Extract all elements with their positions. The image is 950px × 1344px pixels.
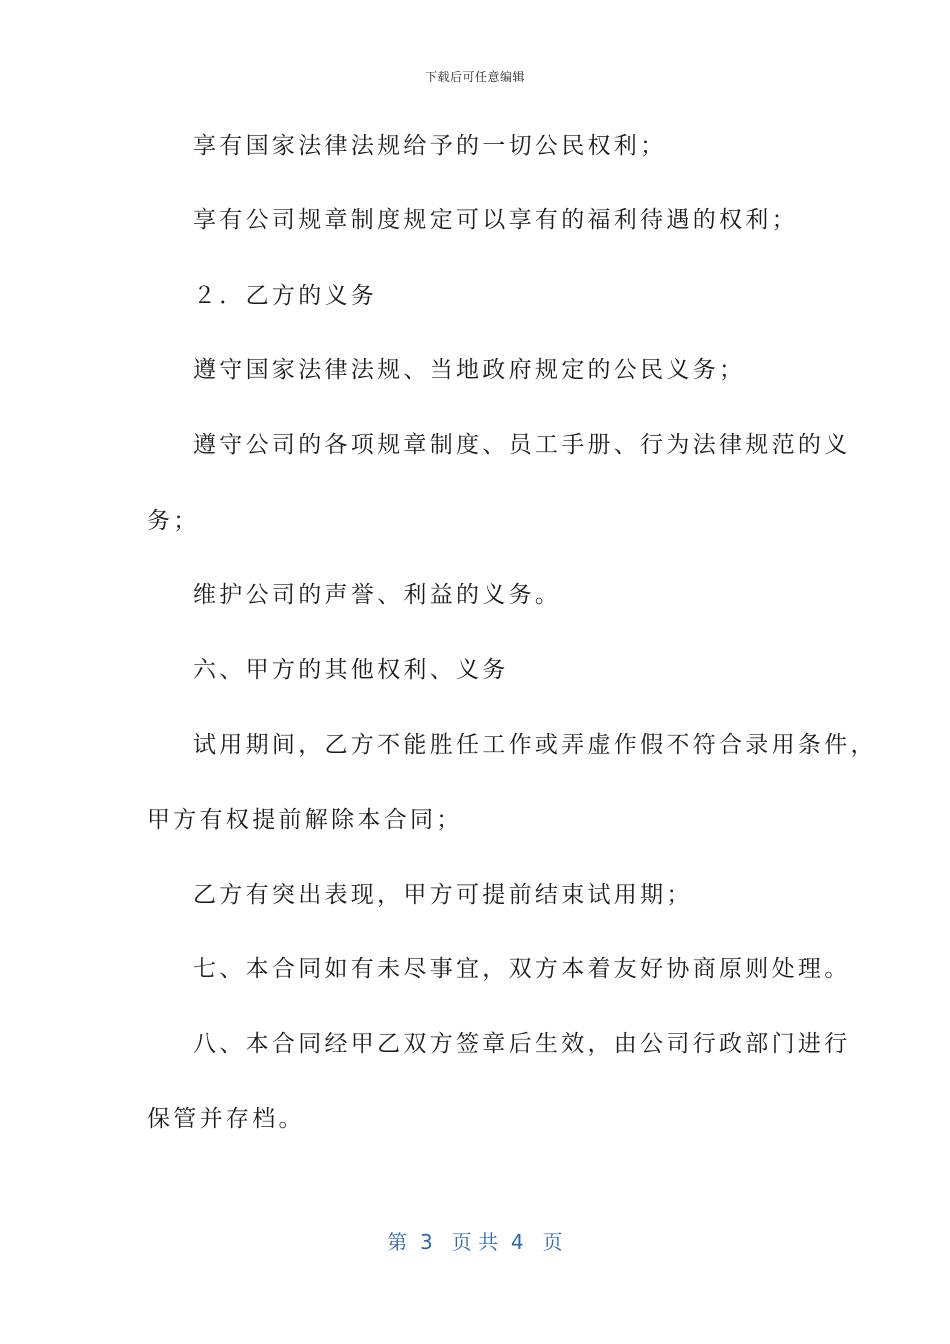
body-line-6: 试用期间，乙方不能胜任工作或弄虚作假不符合录用条件， xyxy=(193,732,877,758)
section-heading-6: 六、甲方的其他权利、义务 xyxy=(193,657,509,683)
body-line-7: 乙方有突出表现，甲方可提前结束试用期； xyxy=(193,882,693,908)
body-line-3: 遵守国家法律法规、当地政府规定的公民义务； xyxy=(193,357,746,383)
body-line-4: 遵守公司的各项规章制度、员工手册、行为法律规范的义 xyxy=(193,432,851,458)
body-line-5: 维护公司的声誉、利益的义务。 xyxy=(193,582,562,608)
section-heading-8-cont: 保管并存档。 xyxy=(147,1106,305,1132)
section-heading-7: 七、本合同如有未尽事宜，双方本着友好协商原则处理。 xyxy=(193,956,851,982)
body-line-1: 享有国家法律法规给予的一切公民权利； xyxy=(193,133,667,159)
body-line-4-cont: 务； xyxy=(147,508,200,534)
section-heading-2: ２．乙方的义务 xyxy=(193,283,378,309)
body-line-2: 享有公司规章制度规定可以享有的福利待遇的权利； xyxy=(193,207,798,233)
page-number-footer: 第 3 页 共 4 页 xyxy=(387,1230,563,1254)
header-note: 下载后可任意编辑 xyxy=(424,70,525,84)
section-heading-8: 八、本合同经甲乙双方签章后生效，由公司行政部门进行 xyxy=(193,1031,851,1057)
body-line-6-cont: 甲方有权提前解除本合同； xyxy=(147,807,463,833)
